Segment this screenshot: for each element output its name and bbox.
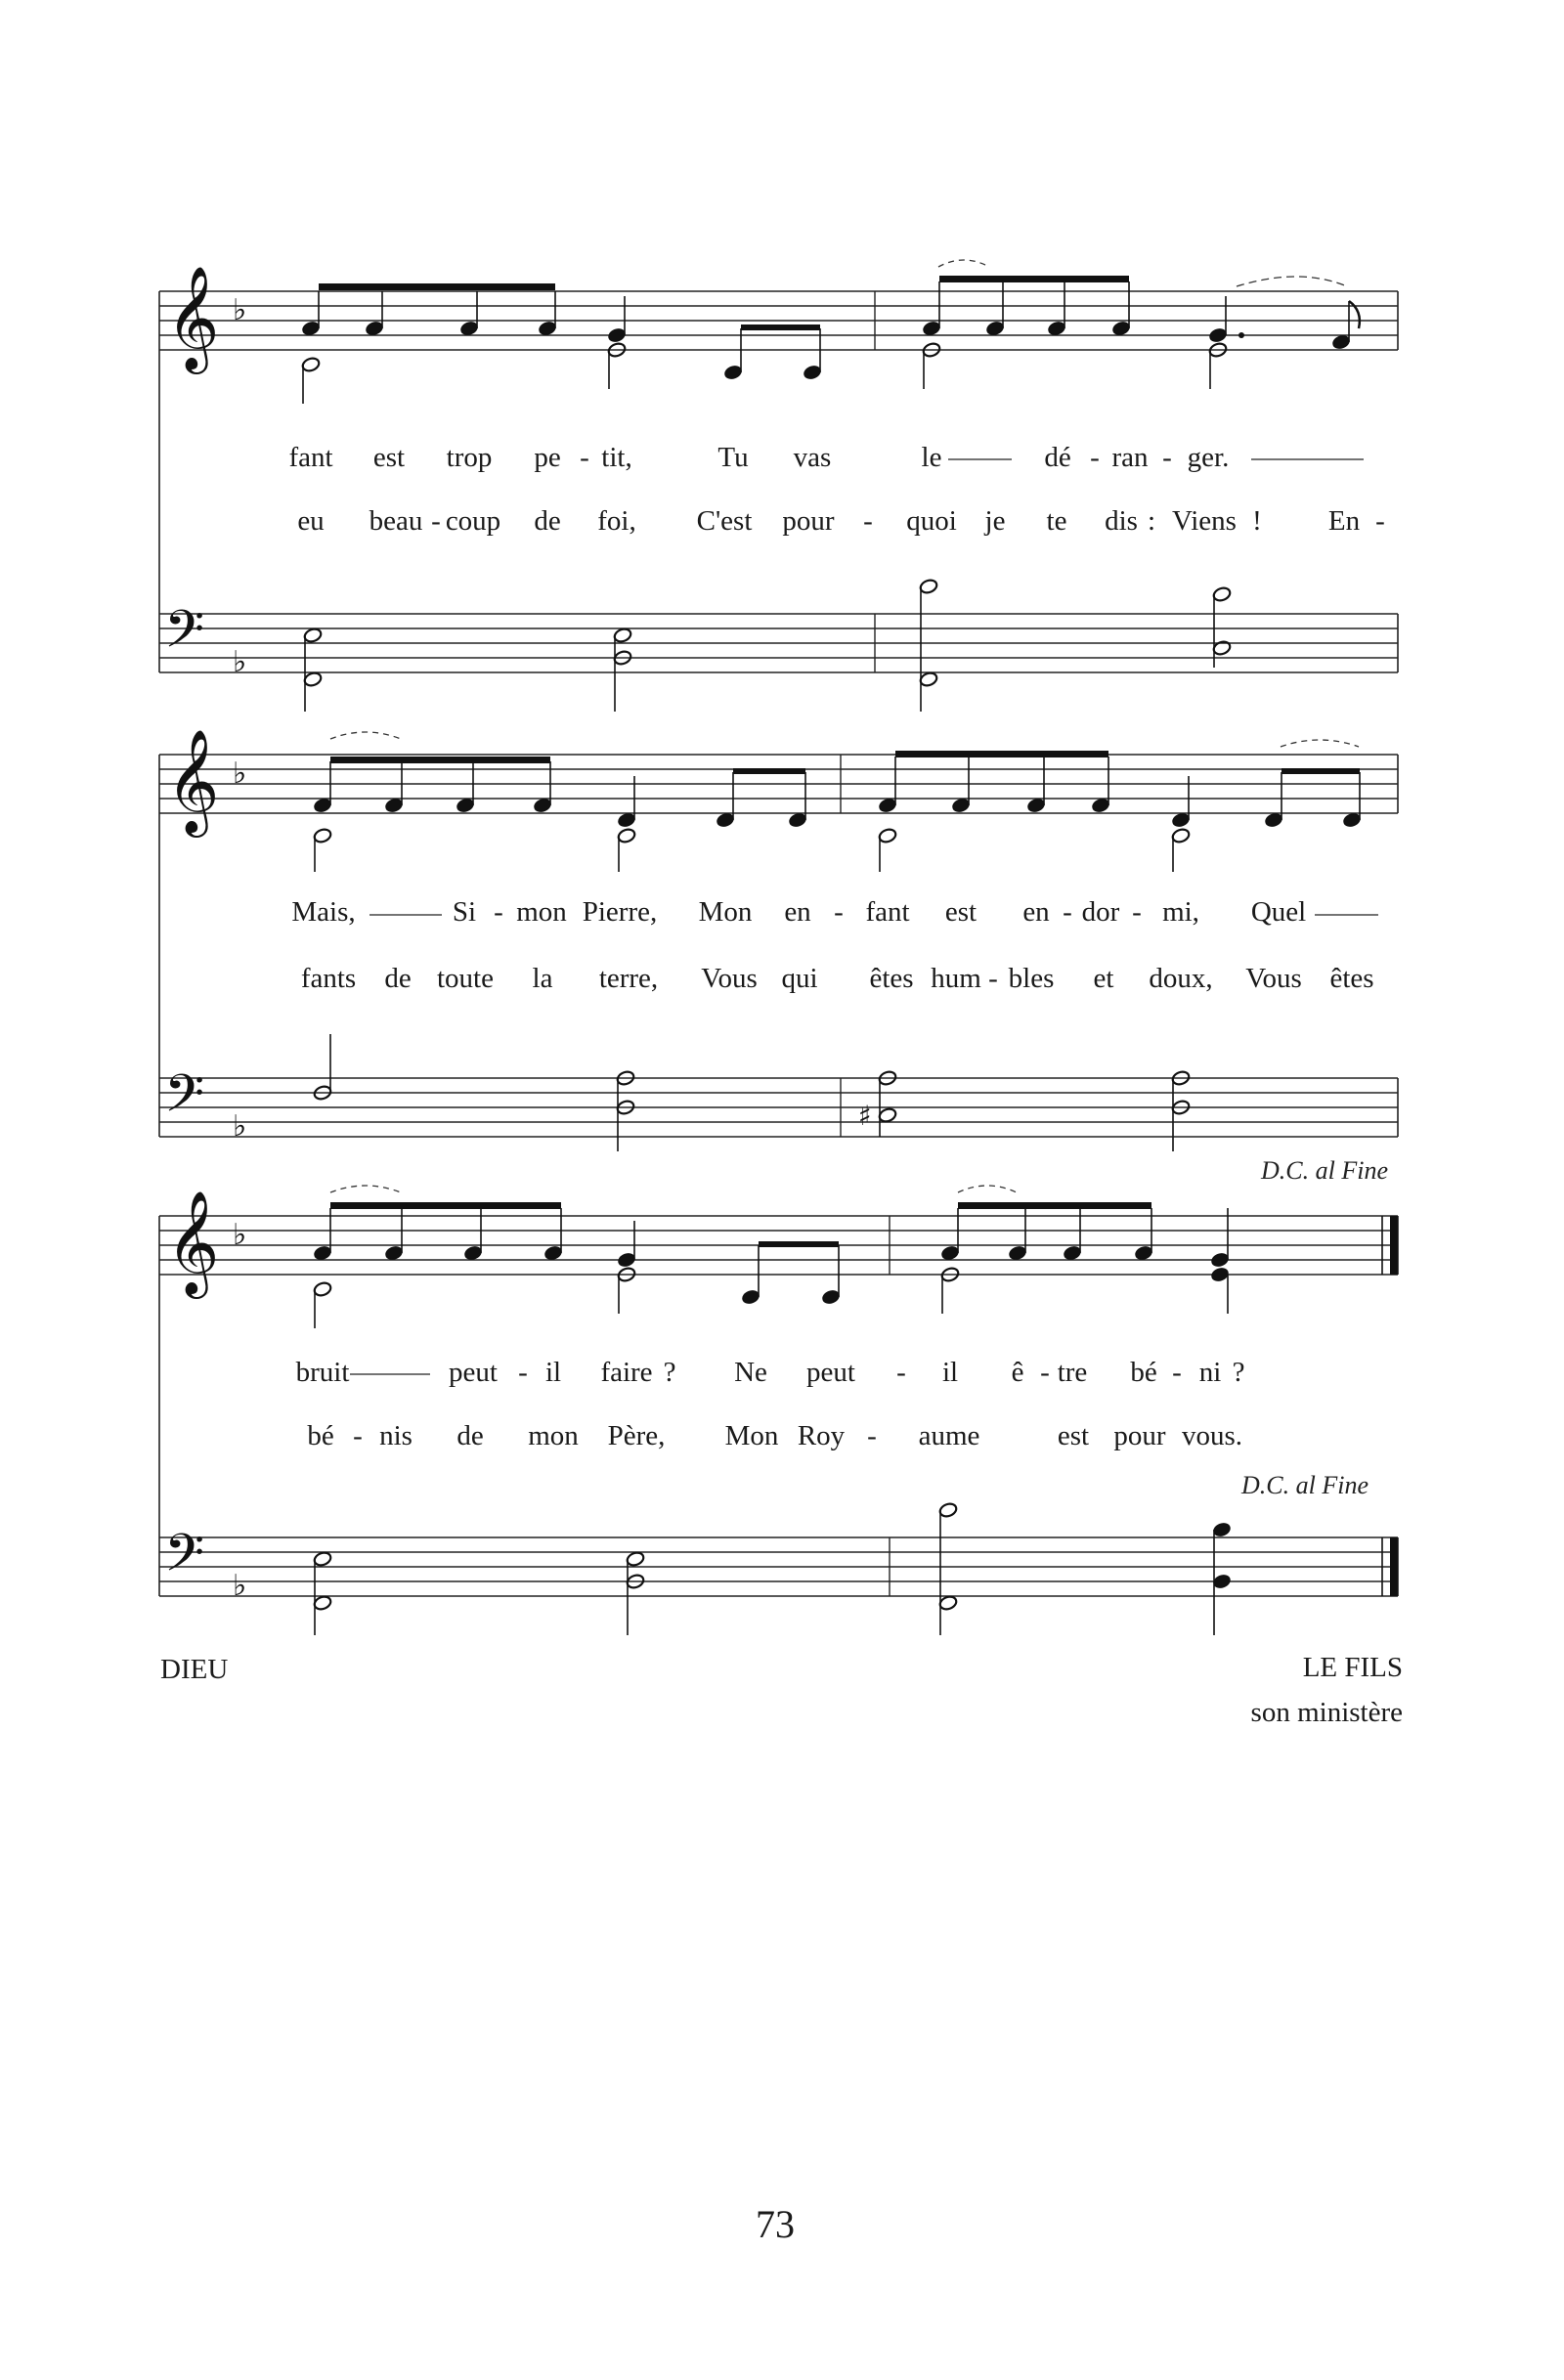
lyric-syllable: êtes — [869, 963, 914, 994]
beam — [958, 1202, 1151, 1209]
notehead — [617, 1251, 636, 1268]
notehead — [1264, 811, 1283, 828]
lyric-syllable: terre, — [598, 963, 659, 994]
key-signature-flat-icon: ♭ — [233, 645, 247, 679]
lyric-syllable: trop — [446, 442, 493, 473]
treble-clef-icon: 𝄞 — [166, 728, 220, 833]
lyric-syllable: Mon — [698, 896, 753, 928]
notehead — [543, 1244, 563, 1261]
slur — [938, 260, 989, 267]
notehead — [1111, 320, 1131, 336]
notehead — [951, 797, 971, 813]
notehead — [1212, 1573, 1232, 1589]
bass-clef-icon: 𝄢 — [164, 1064, 205, 1137]
notehead — [1134, 1244, 1153, 1261]
lyric-syllable: dis — [1105, 505, 1138, 537]
lyric-syllable: fant — [288, 442, 333, 473]
beam — [319, 283, 555, 290]
flag — [1349, 301, 1360, 328]
lyric-syllable: peut — [449, 1357, 498, 1388]
lyric-syllable: bé — [1130, 1357, 1157, 1388]
lyric-syllable: faire — [600, 1357, 653, 1388]
footer-right-title: LE FILS — [1302, 1652, 1403, 1683]
lyric-syllable: peut — [806, 1357, 855, 1388]
lyric-syllable: : — [1147, 505, 1156, 537]
lyric-syllable: ? — [1232, 1357, 1245, 1388]
notehead — [313, 1550, 332, 1567]
lyric-syllable: - — [353, 1420, 363, 1451]
lyric-syllable: Si — [452, 896, 477, 928]
notehead — [607, 326, 627, 343]
notehead — [938, 1501, 958, 1518]
footer-right-subtitle: son ministère — [1250, 1697, 1403, 1728]
notehead — [741, 1288, 760, 1305]
lyric-syllable: - — [867, 1420, 877, 1451]
notehead — [1063, 1244, 1082, 1261]
lyric-syllable: - — [494, 896, 503, 928]
slur — [958, 1186, 1017, 1192]
lyric-syllable: - — [1040, 1357, 1050, 1388]
notehead — [313, 1280, 332, 1297]
notehead — [463, 1244, 483, 1261]
lyric-syllable: - — [1172, 1357, 1182, 1388]
slur — [330, 732, 401, 739]
bass-clef-icon: 𝄢 — [164, 600, 205, 672]
lyric-syllable: ? — [663, 1357, 676, 1388]
notehead — [985, 320, 1005, 336]
notehead — [1091, 797, 1110, 813]
lyric-syllable: êtes — [1329, 963, 1374, 994]
treble-clef-icon: 𝄞 — [166, 1190, 220, 1294]
lyric-syllable: - — [1162, 442, 1172, 473]
lyric-syllable: est — [372, 442, 406, 473]
beam — [330, 757, 550, 763]
notehead — [1210, 1266, 1230, 1282]
lyric-syllable: en — [784, 896, 811, 928]
lyric-syllable: - — [834, 896, 844, 928]
notehead — [723, 364, 743, 380]
lyric-syllable: Vous — [1245, 963, 1302, 994]
lyric-syllable: - — [1375, 505, 1385, 537]
notehead — [1342, 811, 1362, 828]
notehead — [938, 1594, 958, 1611]
notehead — [313, 827, 332, 844]
notehead — [940, 1244, 960, 1261]
lyric-syllable: - — [431, 505, 441, 537]
lyric-syllable: Tu — [717, 442, 749, 473]
lyric-syllable: Roy — [797, 1420, 846, 1451]
lyric-syllable: te — [1046, 505, 1067, 537]
lyric-syllable: pe — [534, 442, 561, 473]
notehead — [384, 797, 404, 813]
notehead — [1212, 1521, 1232, 1537]
lyric-syllable: doux, — [1149, 963, 1213, 994]
lyric-syllable: dor — [1081, 896, 1120, 928]
lyric-syllable: est — [944, 896, 978, 928]
lyric-syllable: la — [532, 963, 553, 994]
notehead — [922, 320, 941, 336]
notehead — [716, 811, 735, 828]
notehead — [313, 1244, 332, 1261]
key-signature-flat-icon: ♭ — [233, 1218, 247, 1252]
notehead — [313, 797, 332, 813]
notehead — [1208, 326, 1228, 343]
notehead — [617, 827, 636, 844]
lyric-syllable: Ne — [734, 1357, 767, 1388]
footer-left-label: DIEU — [160, 1654, 229, 1685]
notehead — [313, 1594, 332, 1611]
lyric-syllable: - — [988, 963, 998, 994]
notehead — [459, 320, 479, 336]
lyric-syllable: - — [1090, 442, 1100, 473]
notehead — [1026, 797, 1046, 813]
notehead — [1331, 333, 1351, 350]
beam — [330, 1202, 561, 1209]
lyric-syllable: ê — [1011, 1357, 1024, 1388]
notehead — [1171, 827, 1191, 844]
lyric-syllable: il — [544, 1357, 562, 1388]
lyric-syllable: toute — [437, 963, 494, 994]
treble-clef-icon: 𝄞 — [166, 265, 220, 369]
lyric-syllable: Vous — [701, 963, 758, 994]
lyric-syllable: En — [1327, 505, 1361, 537]
lyric-syllable: C'est — [696, 505, 753, 537]
lyric-syllable: quoi — [906, 505, 957, 537]
notehead — [456, 797, 475, 813]
beam — [895, 751, 1108, 757]
bass-clef-icon: 𝄢 — [164, 1524, 205, 1596]
beam — [741, 325, 820, 330]
lyric-syllable: mon — [528, 1420, 579, 1451]
beam — [733, 768, 805, 774]
lyric-syllable: mi, — [1162, 896, 1199, 928]
lyric-syllable: de — [456, 1420, 484, 1451]
beam — [939, 276, 1129, 282]
notehead — [384, 1244, 404, 1261]
lyric-syllable: - — [518, 1357, 528, 1388]
lyric-syllable: Quel — [1250, 896, 1307, 928]
notehead — [1210, 1251, 1230, 1268]
lyric-syllable: fants — [300, 963, 357, 994]
lyric-syllable: Mon — [724, 1420, 779, 1451]
notehead — [301, 356, 321, 372]
sharp-accidental-icon: ♯ — [858, 1100, 872, 1132]
lyric-syllable: qui — [781, 963, 818, 994]
lyric-syllable: est — [1057, 1420, 1090, 1451]
notehead — [803, 364, 822, 380]
lyric-syllable: tre — [1057, 1357, 1088, 1388]
lyric-syllable: coup — [445, 505, 501, 537]
notehead — [878, 1106, 897, 1123]
lyric-syllable: Viens — [1172, 505, 1237, 537]
lyric-syllable: mon — [516, 896, 567, 928]
slur — [1281, 740, 1359, 747]
lyric-syllable: en — [1022, 896, 1050, 928]
lyric-syllable: - — [1063, 896, 1072, 928]
notehead — [1047, 320, 1066, 336]
dc-al-fine-direction: D.C. al Fine — [1261, 1156, 1388, 1185]
slur — [1237, 277, 1347, 286]
notehead — [538, 320, 557, 336]
notehead — [301, 320, 321, 336]
lyric-syllable: Mais, — [291, 896, 356, 928]
lyric-syllable: hum — [931, 963, 981, 994]
beam — [1282, 768, 1360, 774]
slur — [330, 1186, 401, 1192]
key-signature-flat-icon: ♭ — [233, 1109, 247, 1144]
notehead — [613, 627, 632, 643]
notehead — [821, 1288, 841, 1305]
lyric-syllable: eu — [297, 505, 325, 537]
lyric-syllable: ni — [1198, 1357, 1222, 1388]
lyric-syllable: vas — [793, 442, 832, 473]
lyric-syllable: bé — [307, 1420, 334, 1451]
notehead — [919, 578, 938, 594]
lyric-syllable: je — [984, 505, 1006, 537]
lyric-syllable: de — [534, 505, 561, 537]
lyric-syllable: pour — [1113, 1420, 1166, 1451]
notehead — [919, 671, 938, 687]
notehead — [878, 827, 897, 844]
notehead — [788, 811, 807, 828]
lyric-syllable: ger. — [1187, 442, 1230, 473]
dc-al-fine-direction: D.C. al Fine — [1241, 1471, 1368, 1499]
notehead — [1171, 811, 1191, 828]
lyric-syllable: beau — [369, 505, 423, 537]
lyric-syllable: ! — [1252, 505, 1262, 537]
lyric-syllable: pour — [782, 505, 835, 537]
notehead — [365, 320, 384, 336]
lyric-syllable: - — [863, 505, 873, 537]
lyric-syllable: de — [384, 963, 412, 994]
page-number: 73 — [756, 2202, 795, 2246]
lyric-syllable: Pierre, — [582, 896, 658, 928]
lyric-syllable: ran — [1111, 442, 1149, 473]
lyric-syllable: bruit — [295, 1357, 350, 1388]
lyric-syllable: bles — [1008, 963, 1055, 994]
key-signature-flat-icon: ♭ — [233, 293, 247, 327]
notehead — [303, 627, 323, 643]
lyric-syllable: fant — [865, 896, 910, 928]
lyric-syllable: tit, — [601, 442, 632, 473]
notehead — [533, 797, 552, 813]
notehead — [617, 811, 636, 828]
lyric-syllable: le — [921, 442, 942, 473]
lyric-syllable: - — [1132, 896, 1142, 928]
lyric-syllable: foi, — [597, 505, 636, 537]
notehead — [1212, 639, 1232, 656]
final-barline — [1390, 1216, 1398, 1275]
notehead — [878, 797, 897, 813]
lyric-syllable: et — [1093, 963, 1114, 994]
notehead — [626, 1550, 645, 1567]
augmentation-dot — [1238, 332, 1244, 338]
lyric-syllable: - — [896, 1357, 906, 1388]
lyric-syllable: Père, — [607, 1420, 666, 1451]
lyric-syllable: il — [941, 1357, 959, 1388]
lyric-syllable: dé — [1044, 442, 1071, 473]
lyric-syllable: nis — [379, 1420, 413, 1451]
lyric-syllable: - — [580, 442, 589, 473]
final-barline — [1390, 1537, 1398, 1596]
notehead — [1212, 585, 1232, 602]
notehead — [303, 671, 323, 687]
key-signature-flat-icon: ♭ — [233, 1569, 247, 1603]
lyric-syllable: vous. — [1181, 1420, 1243, 1451]
notehead — [1008, 1244, 1027, 1261]
lyric-syllable: aume — [918, 1420, 980, 1451]
beam — [759, 1241, 839, 1247]
key-signature-flat-icon: ♭ — [233, 757, 247, 791]
